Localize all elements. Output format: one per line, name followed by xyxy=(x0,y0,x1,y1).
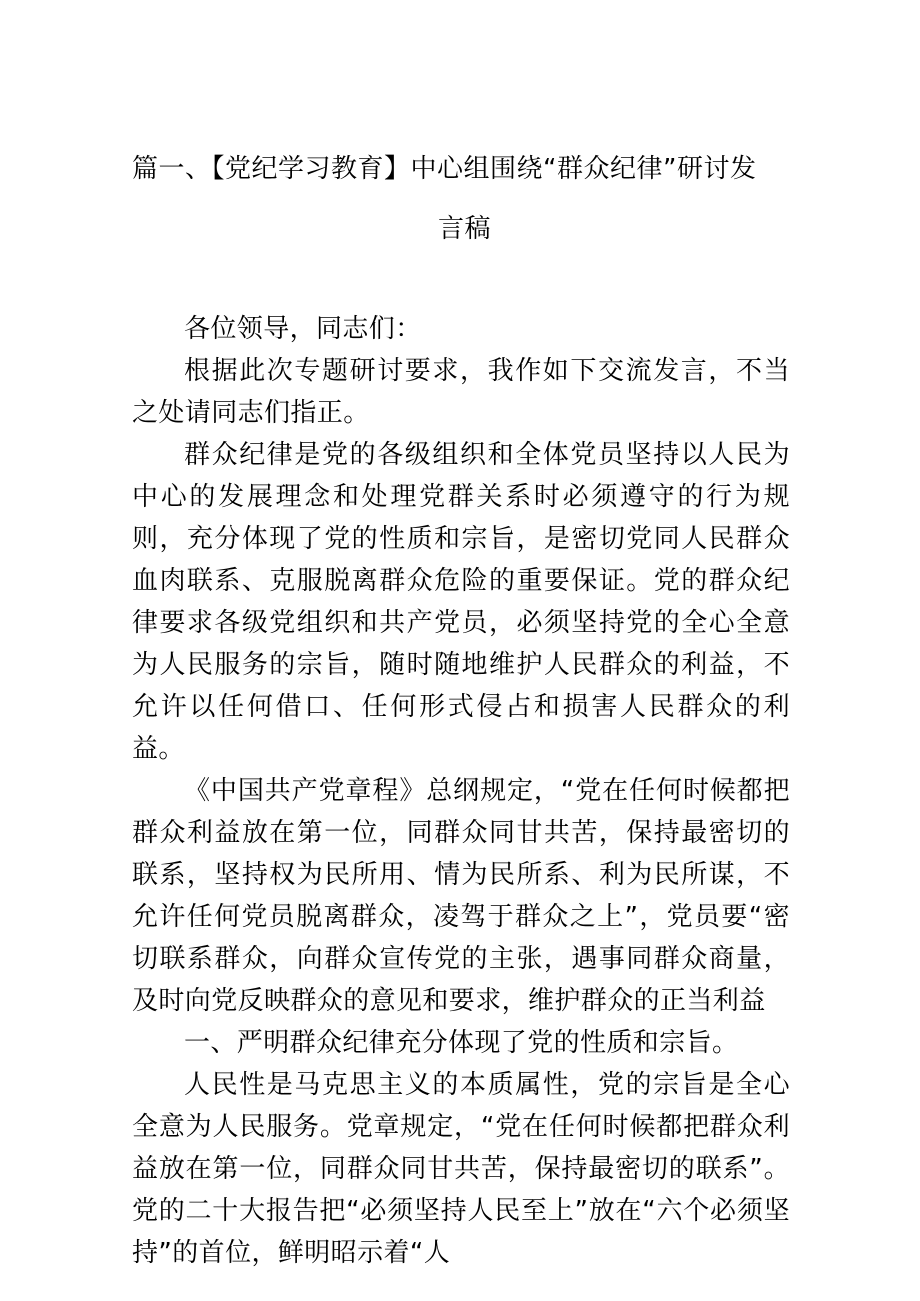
document-body xyxy=(132,308,790,1274)
body-paragraph: 人民性是马克思主义的本质属性，党的宗旨是全心全意为人民服务。党章规定，“党在任何时候都把群众利益放在第一位，同群众同甘共苦，保持最密切的联系”。党的二十大报告把“必须坚持人民至上”放在“六个必须坚持”的首位，鲜明昭示着“人 xyxy=(132,1070,790,1268)
salutation-paragraph: 各位领导，同志们： xyxy=(184,314,422,344)
body-paragraph: 群众纪律是党的各级组织和全体党员坚持以人民为中心的发展理念和处理党群关系时必须遵守的行为规则，充分体现了党的性质和宗旨，是密切党同人民群众血肉联系、克服脱离群众危险的重要保证。党的群众纪律要求各级党组织和共产党员，必须坚持党的全心全意为人民服务的宗旨，随时随地维护人民群众的利益，不允许以任何借口、任何形式侵占和损害人民群众的利益。 xyxy=(132,440,790,764)
intro-paragraph: 根据此次专题研讨要求，我作如下交流发言，不当之处请同志们指正。 xyxy=(132,356,790,428)
document-title-line-2: 言稿 xyxy=(438,214,492,244)
document-title-line-1: 篇一、【党纪学习教育】中心组围绕“群众纪律”研讨发 xyxy=(132,154,757,184)
body-paragraph: 《中国共产党章程》总纲规定，“党在任何时候都把群众利益放在第一位，同群众同甘共苦，保持最密切的联系，坚持权为民所用、情为民所系、利为民所谋，不允许任何党员脱离群众，凌驾于群众之上”，党员要“密切联系群众，向群众宣传党的主张，遇事同群众商量，及时向党反映群众的意见和要求，维护群众的正当利益 xyxy=(132,776,790,1016)
section-heading: 一、严明群众纪律充分体现了党的性质和宗旨。 xyxy=(184,1028,739,1058)
